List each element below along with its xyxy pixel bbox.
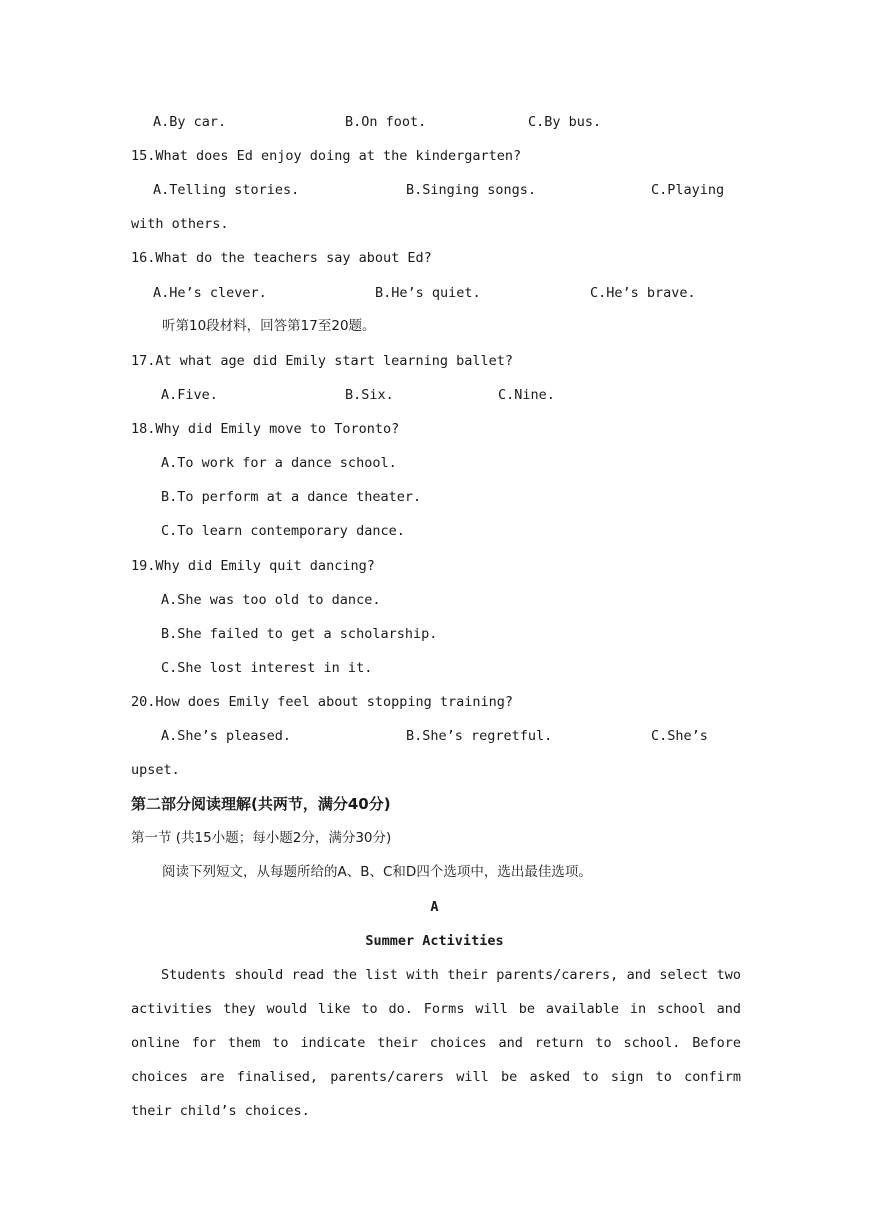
q15-question: 15.What does Ed enjoy doing at the kindergarten?: [131, 148, 522, 164]
q14-option-c: C.By bus.: [528, 114, 602, 130]
reading-instruction: 阅读下列短文，从每题所给的A、B、C和D四个选项中，选出最佳选项。: [162, 864, 592, 880]
q15-option-c-continued: with others.: [131, 216, 229, 232]
q20-option-b: B.She’s regretful.: [406, 728, 553, 744]
passage-paragraph: Students should read the list with their parents/carers, and select two activities they would like to do. Forms will be available in school and online for them to indicate their choices and return to school. Before choices are finalised, parents/carers will be asked to sign to confirm their child’s choices.: [131, 967, 741, 1119]
q18-question: 18.Why did Emily move to Toronto?: [131, 421, 400, 437]
q18-option-c: C.To learn contemporary dance.: [161, 523, 405, 539]
passage-letter: A: [430, 899, 439, 915]
q15-option-b: B.Singing songs.: [406, 182, 537, 198]
section1-heading: 第一节 (共15小题；每小题2分，满分30分): [131, 830, 392, 846]
q19-option-a: A.She was too old to dance.: [161, 592, 381, 608]
q20-question: 20.How does Emily feel about stopping training?: [131, 694, 514, 710]
q20-option-c-continued: upset.: [131, 762, 180, 778]
q17-option-b: B.Six.: [345, 387, 394, 403]
q15-option-a: A.Telling stories.: [153, 182, 300, 198]
q16-option-c: C.He’s brave.: [590, 285, 696, 301]
q16-option-b: B.He’s quiet.: [375, 285, 481, 301]
part2-heading: 第二部分阅读理解(共两节，满分40分): [131, 795, 391, 813]
passage-title: Summer Activities: [365, 933, 504, 949]
q19-option-b: B.She failed to get a scholarship.: [161, 626, 438, 642]
q19-option-c: C.She lost interest in it.: [161, 660, 373, 676]
q14-option-b: B.On foot.: [345, 114, 427, 130]
q15-option-c: C.Playing: [651, 182, 725, 198]
q17-option-c: C.Nine.: [498, 387, 555, 403]
q17-question: 17.At what age did Emily start learning ballet?: [131, 353, 514, 369]
q19-question: 19.Why did Emily quit dancing?: [131, 558, 375, 574]
q16-question: 16.What do the teachers say about Ed?: [131, 250, 432, 266]
q17-option-a: A.Five.: [161, 387, 218, 403]
q20-option-a: A.She’s pleased.: [161, 728, 292, 744]
q16-option-a: A.He’s clever.: [153, 285, 267, 301]
q18-option-b: B.To perform at a dance theater.: [161, 489, 422, 505]
q14-option-a: A.By car.: [153, 114, 227, 130]
section-10-note: 听第10段材料，回答第17至20题。: [162, 318, 376, 334]
q18-option-a: A.To work for a dance school.: [161, 455, 397, 471]
q20-option-c: C.She’s: [651, 728, 708, 744]
